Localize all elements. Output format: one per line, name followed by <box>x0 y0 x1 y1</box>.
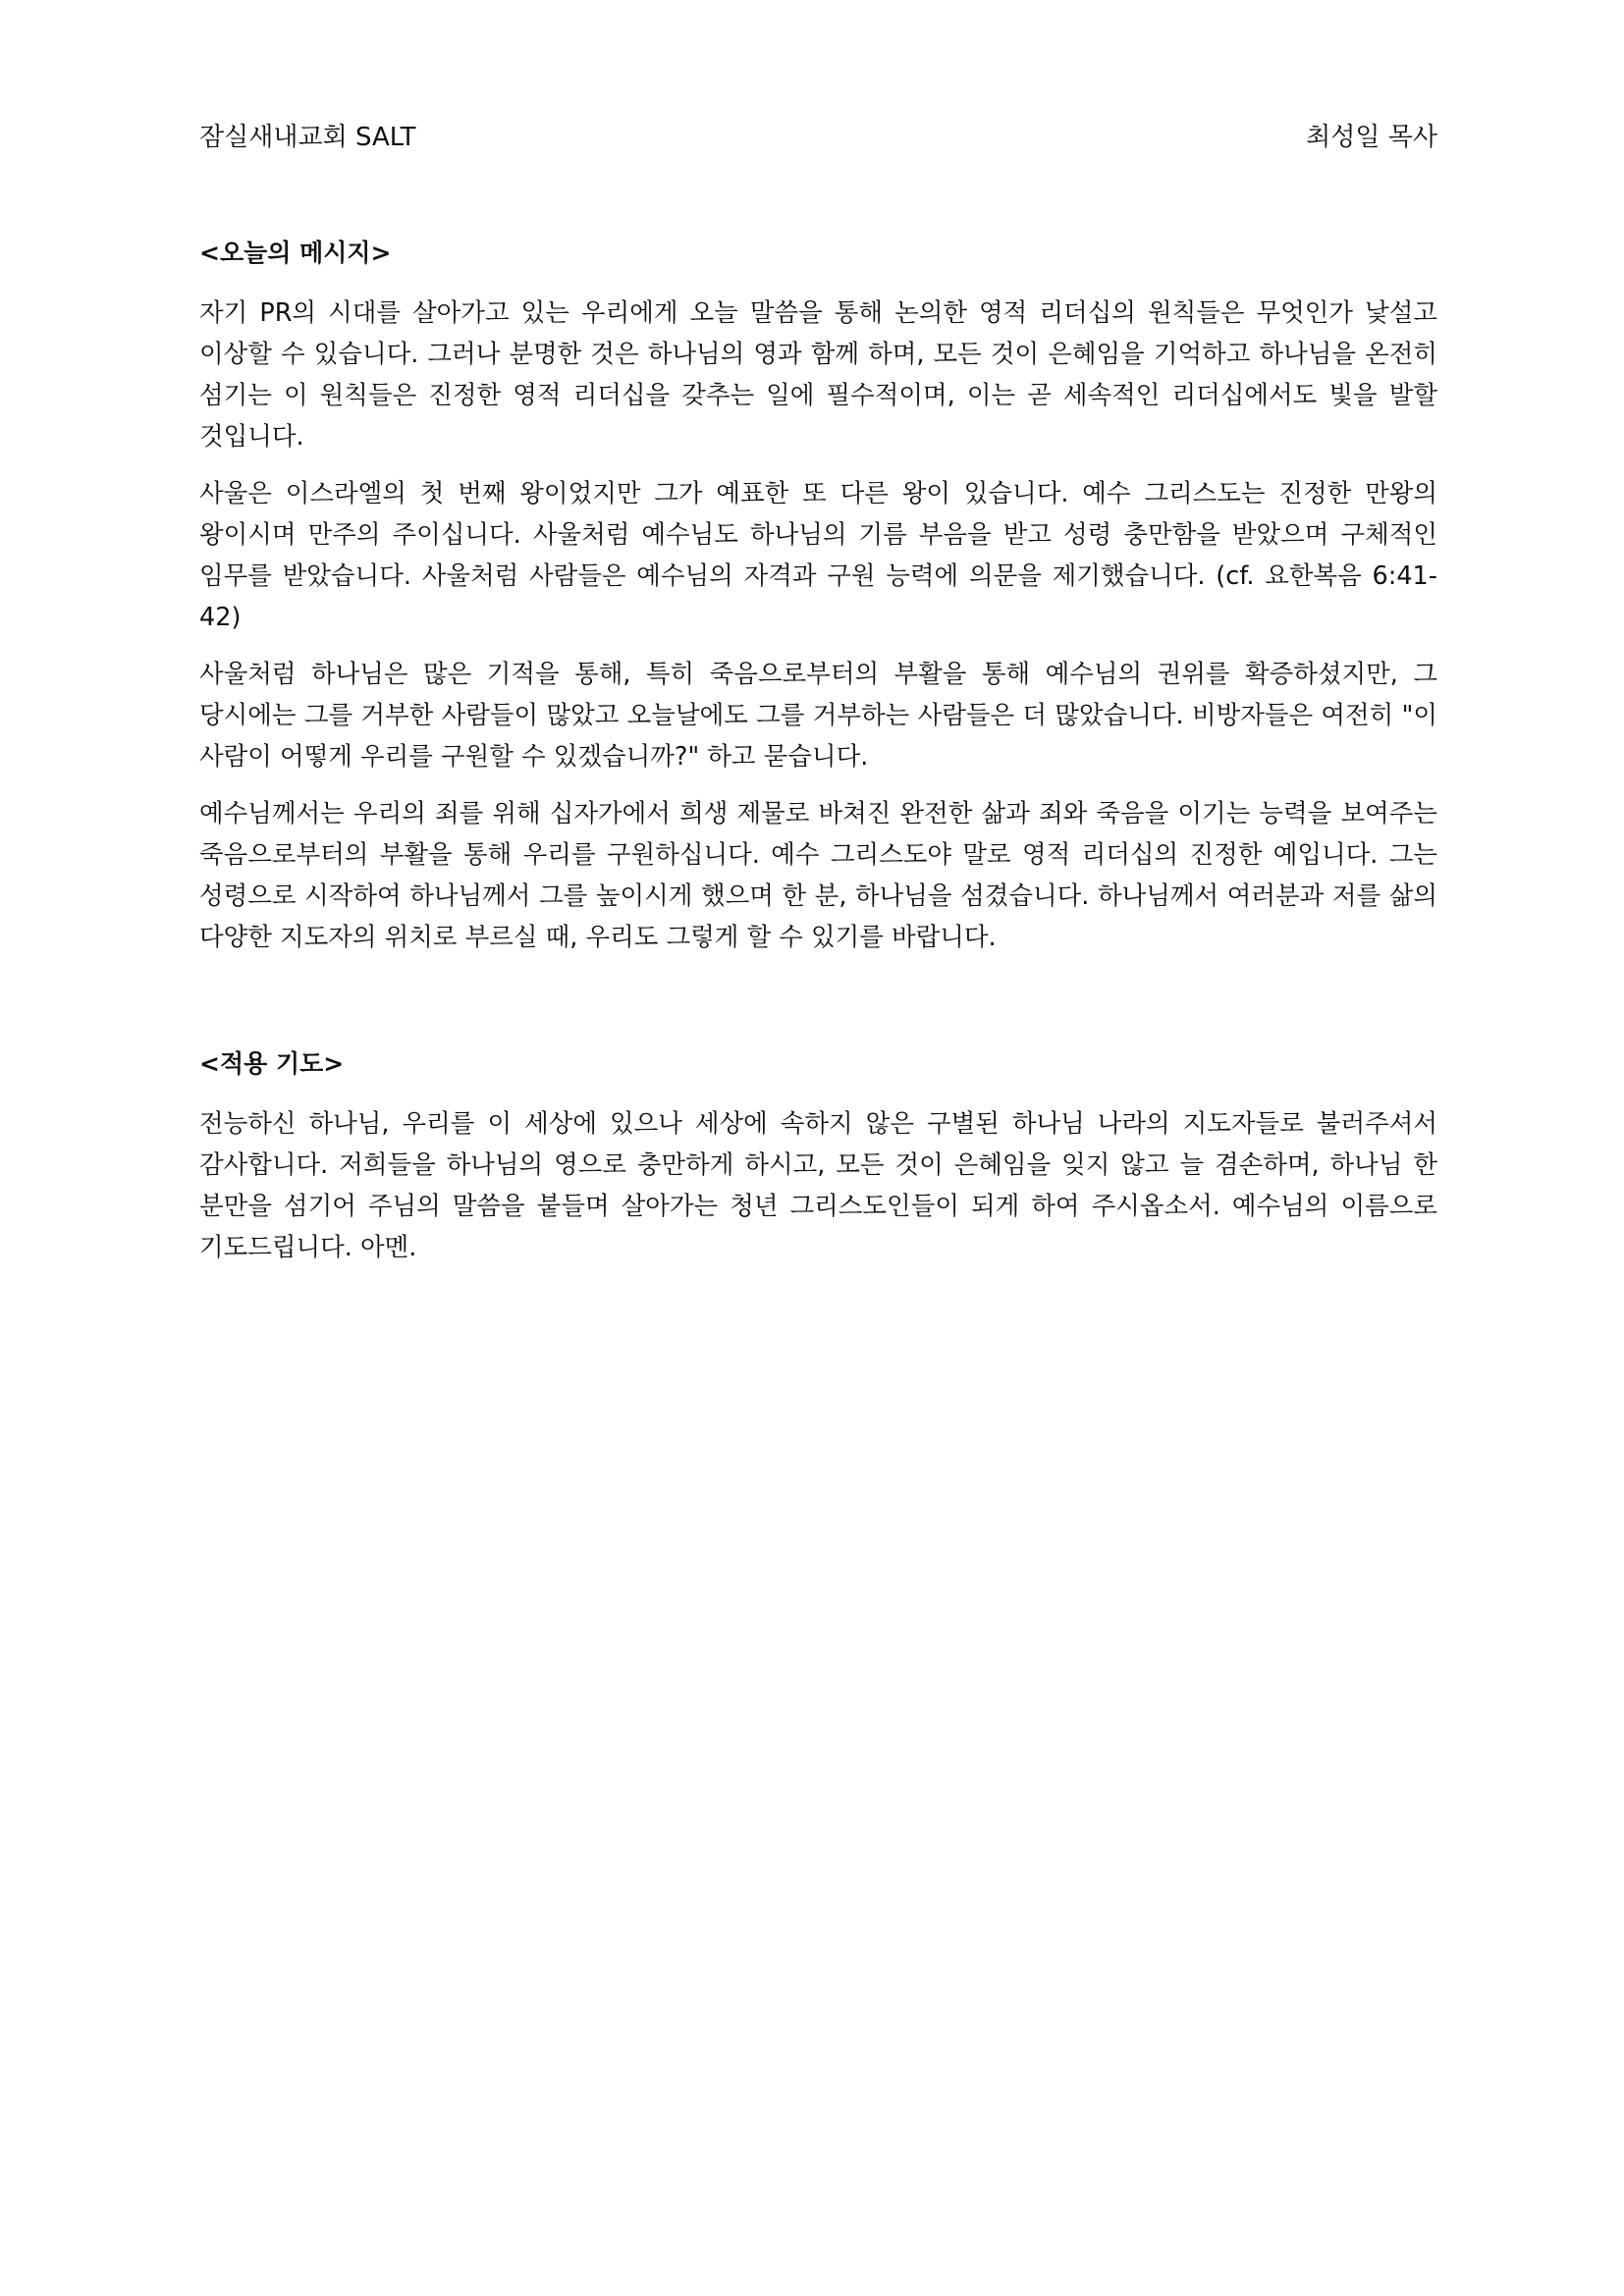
message-paragraph: 사울처럼 하나님은 많은 기적을 통해, 특히 죽음으로부터의 부활을 통해 예수님의 권위를 확증하셨지만, 그 당시에는 그를 거부한 사람들이 많았고 오늘날에도 그를 거부하는 사람들은 더 많았습니다. 비방자들은 여전히 "이 사람이 어떻게 우리를 구원할 수 있겠습니까?" 하고 묻습니다. <box>199 660 1437 772</box>
pastor-name: 최성일 목사 <box>1306 123 1437 152</box>
message-paragraph: 자기 PR의 시대를 살아가고 있는 우리에게 오늘 말씀을 통해 논의한 영적 리더십의 원칙들은 무엇인가 낯설고 이상할 수 있습니다. 그러나 분명한 것은 하나님의 영과 함께 하며, 모든 것이 은혜임을 기억하고 하나님을 온전히 섬기는 이 원칙들은 진정한 영적 리더십을 갖추는 일에 필수적이며, 이는 곧 세속적인 리더십에서도 빛을 발할 것입니다. <box>199 298 1437 452</box>
message-paragraph: 사울은 이스라엘의 첫 번째 왕이었지만 그가 예표한 또 다른 왕이 있습니다. 예수 그리스도는 진정한 만왕의 왕이시며 만주의 주이십니다. 사울처럼 예수님도 하나님의 기름 부음을 받고 성령 충만함을 받았으며 구체적인 임무를 받았습니다. 사울처럼 사람들은 예수님의 자격과 구원 능력에 의문을 제기했습니다. (cf. 요한복음 6:41-42) <box>199 479 1437 632</box>
page-header <box>199 120 1437 155</box>
prayer-paragraph: 전능하신 하나님, 우리를 이 세상에 있으나 세상에 속하지 않은 구별된 하나님 나라의 지도자들로 불러주셔서 감사합니다. 저희들을 하나님의 영으로 충만하게 하시고, 모든 것이 은혜임을 잊지 않고 늘 겸손하며, 하나님 한 분만을 섬기어 주님의 말씀을 붙들며 살아가는 청년 그리스도인들이 되게 하여 주시옵소서. 예수님의 이름으로 기도드립니다. 아멘. <box>199 1109 1437 1262</box>
section-spacer <box>199 974 1437 1046</box>
message-heading: <오늘의 메시지> <box>199 239 392 267</box>
church-name: 잠실새내교회 SALT <box>199 123 416 152</box>
prayer-section <box>199 1046 1437 1268</box>
document-body <box>199 236 1437 1284</box>
message-section <box>199 236 1437 958</box>
prayer-heading: <적용 기도> <box>199 1049 345 1078</box>
message-paragraph: 예수님께서는 우리의 죄를 위해 십자가에서 희생 제물로 바쳐진 완전한 삶과 죄와 죽음을 이기는 능력을 보여주는 죽음으로부터의 부활을 통해 우리를 구원하십니다. 예수 그리스도야 말로 영적 리더십의 진정한 예입니다. 그는 성령으로 시작하여 하나님께서 그를 높이시게 했으며 한 분, 하나님을 섬겼습니다. 하나님께서 여러분과 저를 삶의 다양한 지도자의 위치로 부르실 때, 우리도 그렇게 할 수 있기를 바랍니다. <box>199 799 1437 952</box>
